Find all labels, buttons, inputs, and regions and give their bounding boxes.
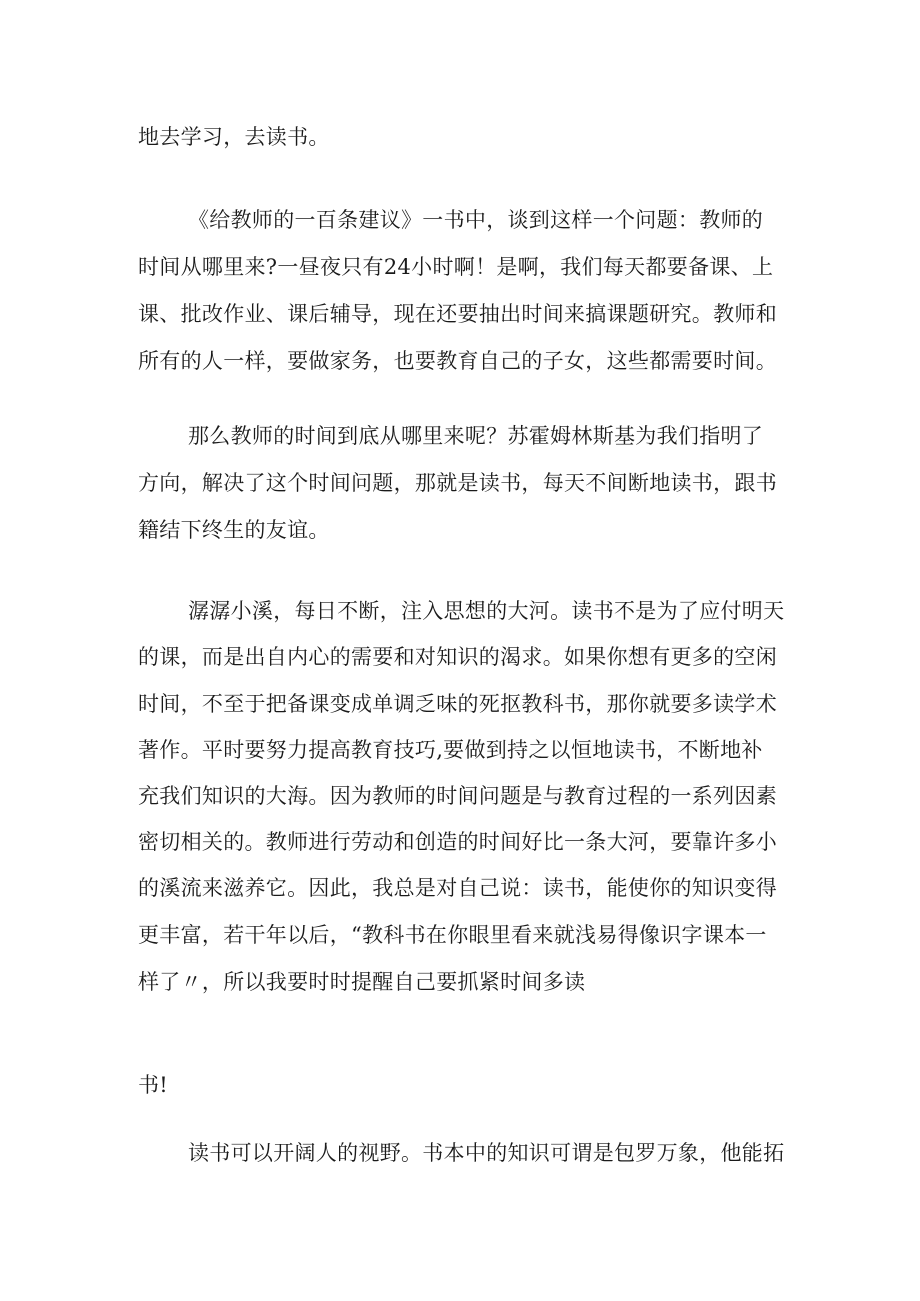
text-line: 样了〃，所以我要时时提醒自己要抓紧时间多读 <box>138 970 586 994</box>
text-line: 读书可以开阔人的视野。书本中的知识可谓是包罗万象，他能拓 <box>188 1141 785 1165</box>
text-line: 著作。平时要努力提高教育技巧,要做到持之以恒地读书，不断地补 <box>138 738 763 762</box>
text-line: 时间从哪里来?一昼夜只有24小时啊！是啊，我们每天都要备课、上 <box>138 255 774 279</box>
text-line: 籍结下终生的友谊。 <box>138 518 330 542</box>
text-line: 课、批改作业、课后辅导，现在还要抽出时间来搞课题研究。教师和 <box>138 302 777 326</box>
text-line: 时间，不至于把备课变成单调乏味的死抠教科书，那你就要多读学术 <box>138 692 777 716</box>
text-line: 充我们知识的大海。因为教师的时间问题是与教育过程的一系列因素 <box>138 784 777 808</box>
text-line: 更丰富，若干年以后，“教科书在你眼里看来就浅易得像识字课本一 <box>138 923 767 947</box>
text-line: 的溪流来滋养它。因此，我总是对自己说：读书，能使你的知识变得 <box>138 876 777 900</box>
text-line: 那么教师的时间到底从哪里来呢？苏霍姆林斯基为我们指明了 <box>188 424 764 448</box>
text-line: 《给教师的一百条建议》一书中，谈到这样一个问题：教师的 <box>188 208 764 232</box>
text-line: 方向，解决了这个时间问题，那就是读书，每天不间断地读书，跟书 <box>138 471 777 495</box>
text-line: 所有的人一样，要做家务，也要教育自己的子女，这些都需要时间。 <box>138 349 777 373</box>
text-line: 地去学习，去读书。 <box>138 125 330 149</box>
text-line: 潺潺小溪，每日不断，注入思想的大河。读书不是为了应付明天 <box>188 599 785 623</box>
text-line: 密切相关的。教师进行劳动和创造的时间好比一条大河，要靠许多小 <box>138 830 777 854</box>
text-line: 书! <box>138 1073 169 1097</box>
text-line: 的课，而是出自内心的需要和对知识的渴求。如果你想有更多的空闲 <box>138 645 777 669</box>
